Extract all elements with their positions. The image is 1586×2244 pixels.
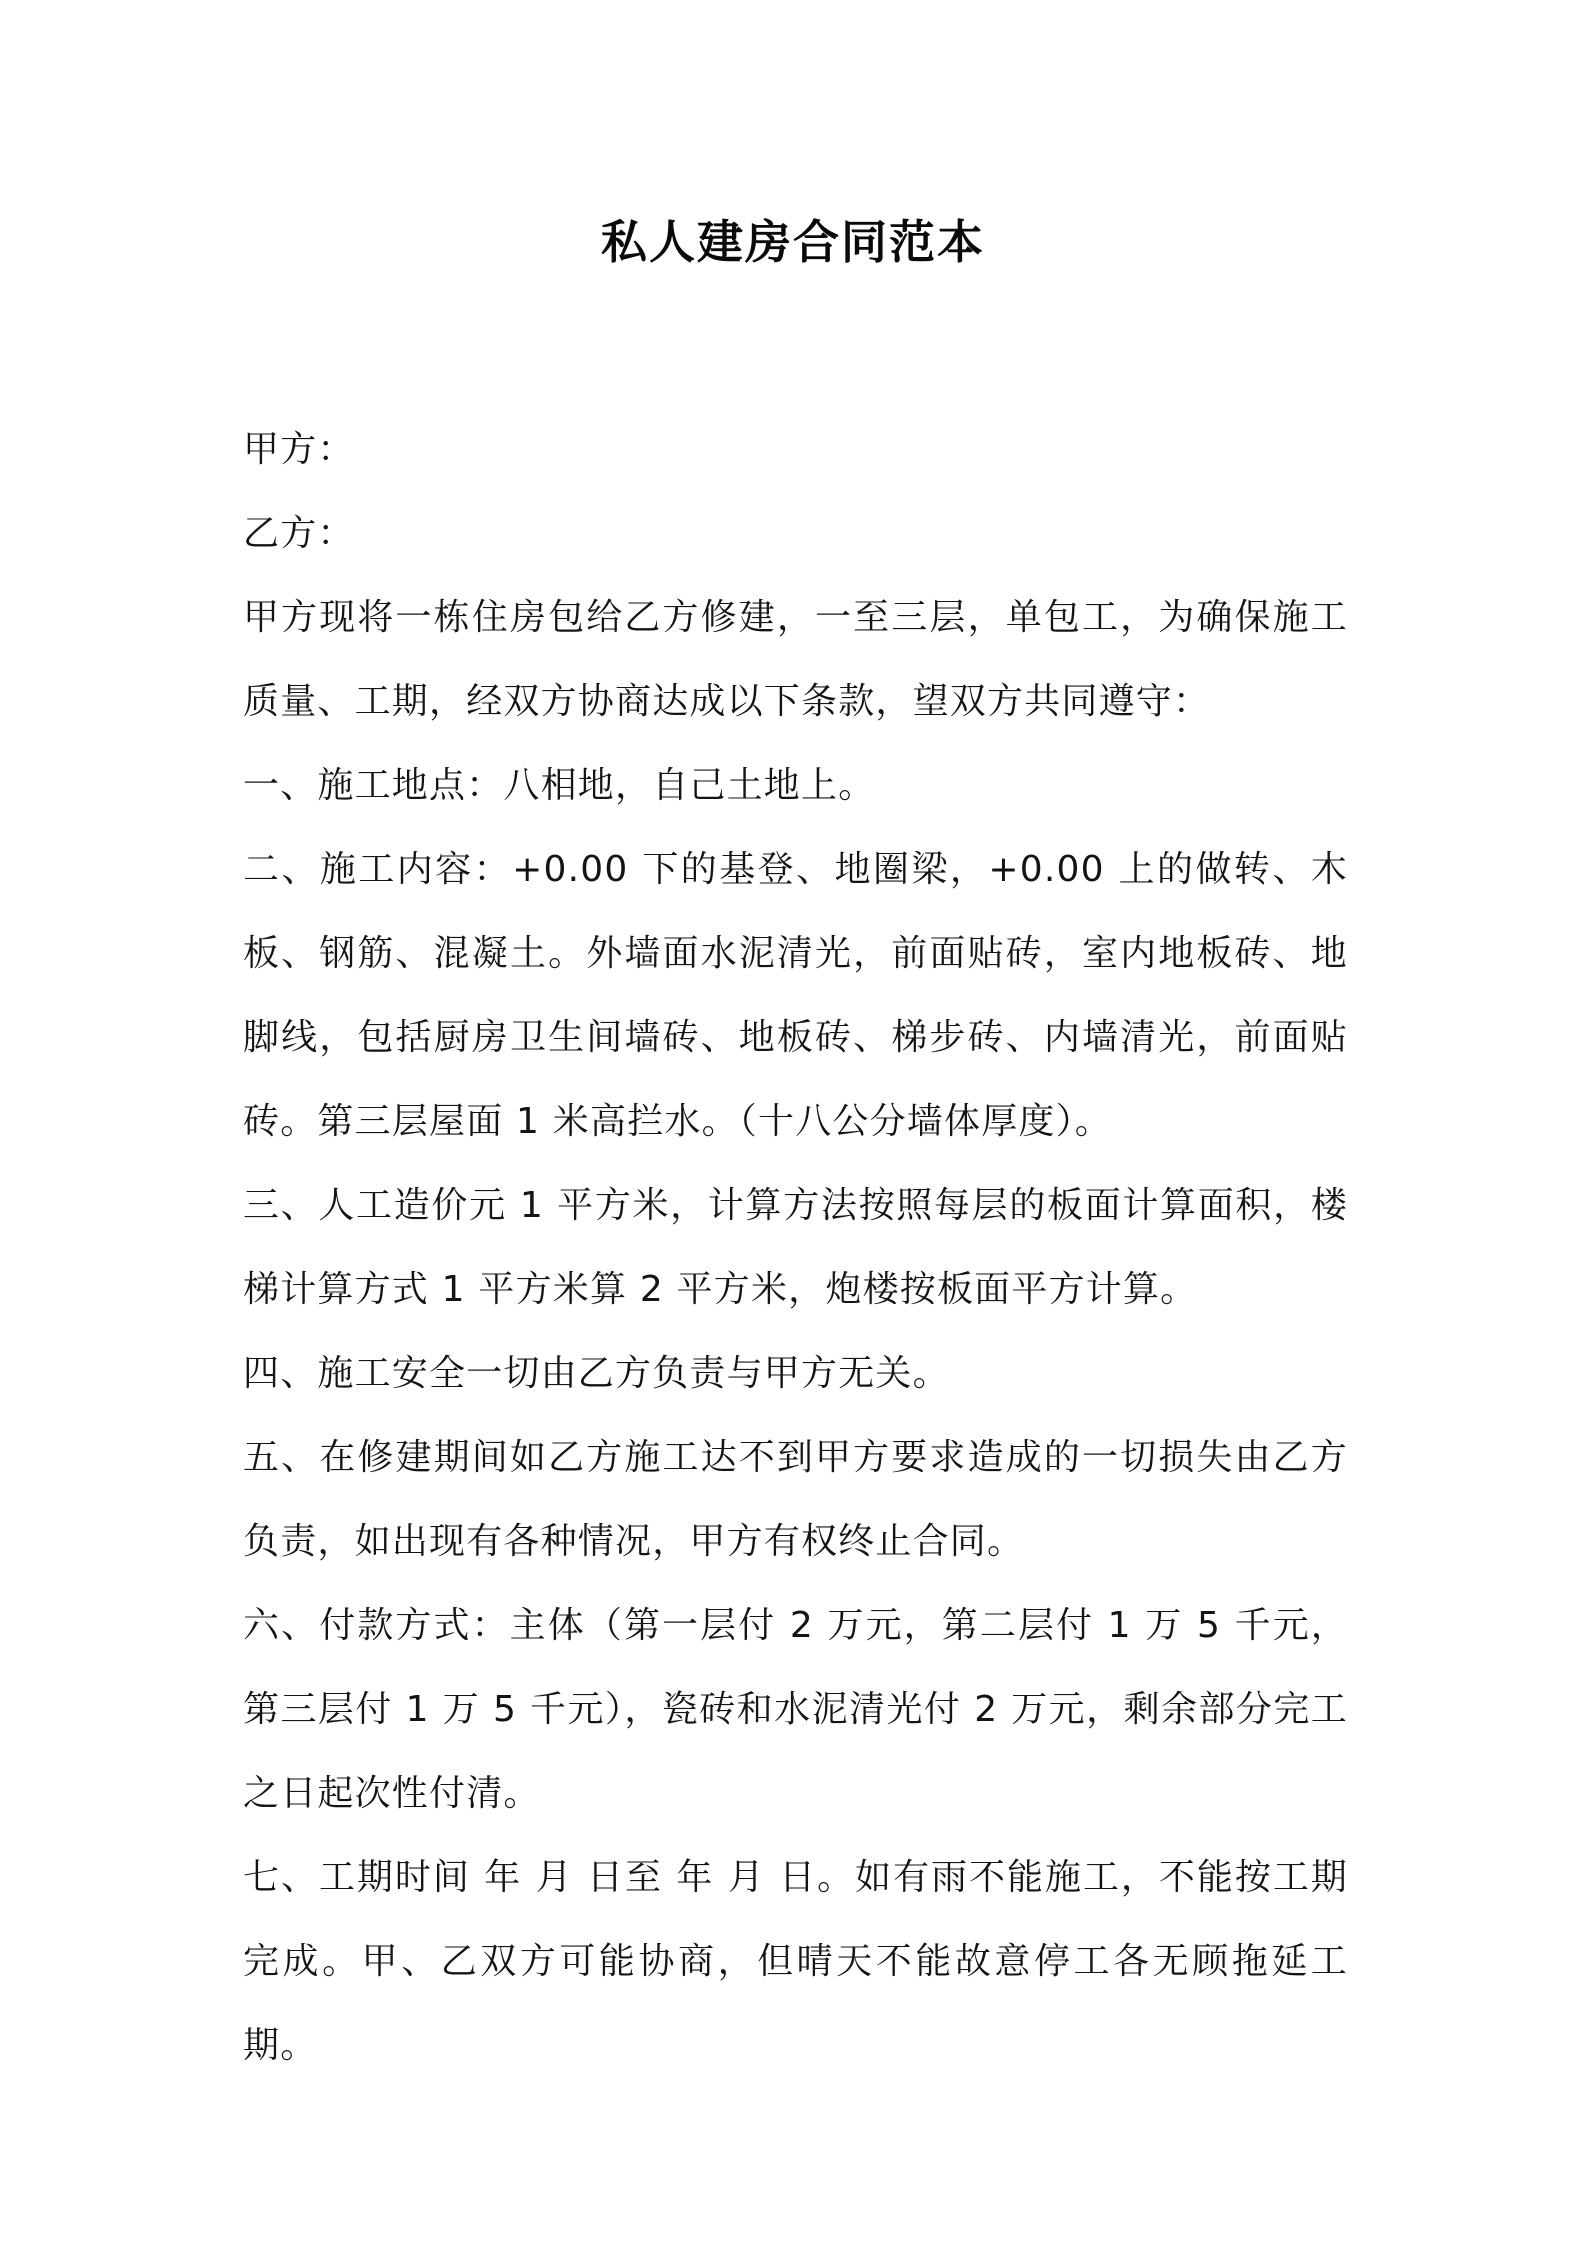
clause-1-location: 一、施工地点：八相地，自己土地上。 — [243, 765, 876, 806]
clause-4-safety: 四、施工安全一切由乙方负责与甲方无关。 — [243, 1353, 950, 1394]
document-title: 私人建房合同范本 — [601, 215, 985, 269]
clause-7-schedule: 七、工期时间 年 月 日至 年 月 日。如有雨不能施工，不能按工期完成。甲、乙双方可能协商，但晴天不能故意停工各无顾拖延工期。 — [243, 1857, 1348, 2066]
party-a-line: 甲方： — [243, 429, 355, 470]
clause-6-payment: 六、付款方式：主体（第一层付 2 万元，第二层付 1 万 5 千元，第三层付 1 万 5 千元），瓷砖和水泥清光付 2 万元，剩余部分完工之日起次性付清。 — [243, 1605, 1348, 1814]
preamble-paragraph: 甲方现将一栋住房包给乙方修建，一至三层，单包工，为确保施工质量、工期，经双方协商达成以下条款，望双方共同遵守： — [243, 597, 1348, 722]
clause-5-liability: 五、在修建期间如乙方施工达不到甲方要求造成的一切损失由乙方负责，如出现有各种情况，甲方有权终止合同。 — [243, 1437, 1348, 1562]
clause-2-content: 二、施工内容：+0.00 下的基登、地圈梁，+0.00 上的做转、木板、钢筋、混凝土。外墙面水泥清光，前面贴砖，室内地板砖、地脚线，包括厨房卫生间墙砖、地板砖、梯步砖、内墙清光，前面贴砖。第三层屋面 1 米高拦水。（十八公分墙体厚度）。 — [243, 849, 1348, 1142]
party-b-line: 乙方： — [243, 513, 355, 554]
clause-3-cost: 三、人工造价元 1 平方米，计算方法按照每层的板面计算面积，楼梯计算方式 1 平方米算 2 平方米，炮楼按板面平方计算。 — [243, 1185, 1348, 1310]
document-body — [243, 408, 1348, 2088]
